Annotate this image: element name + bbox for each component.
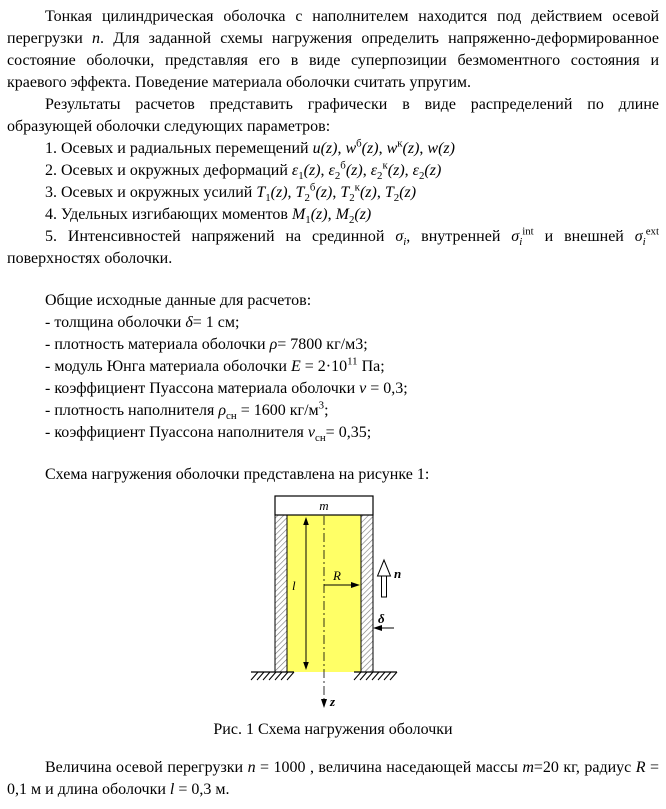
- paragraph-values: Величина осевой перегрузки n = 1000 , величина наседающей массы m=20 кг, радиус R = 0,1 м и длина оболочки l = 0,3 м.: [7, 759, 660, 798]
- figure-intro: Схема нагружения оболочки представлена на рисунке 1:: [45, 466, 430, 483]
- shell-wall-right: [361, 515, 373, 672]
- length-label: l: [292, 578, 296, 593]
- paragraph-results: Результаты расчетов представить графически в виде распределений по длине образующей оболочки следующих параметров:: [7, 96, 659, 135]
- list-item-stress-intensity: 5. Интенсивностей напряжений на срединной $\sigma_i$, внутренней $\sigma_i^{int}$ и внешней $\sigma_i^{ext}$ поверхностях оболочки.: [7, 225, 659, 267]
- list-item-moments: 4. Удельных изгибающих моментов $M_1(z)$, $M_2(z)$: [45, 206, 372, 227]
- overload-arrow-head: [378, 560, 391, 576]
- overload-arrow-shaft: [382, 576, 387, 597]
- axis-label: z: [330, 694, 336, 709]
- list-item-strains: 2. Осевых и окружных деформаций $\varepsilon_1(z)$, $\varepsilon_2^б(z)$, $\varepsilon_2^к(z)$, $\varepsilon_2(z)$: [45, 159, 442, 183]
- data-section-header: Общие исходные данные для расчетов:: [45, 292, 312, 309]
- data-item-poisson-filler: - коэффициент Пуассона наполнителя $\nu_{сн}= 0,35$;: [45, 424, 372, 445]
- ground-hatch-right: [354, 672, 397, 680]
- thickness-label: δ: [378, 611, 385, 626]
- list-item-forces: 3. Осевых и окружных усилий $T_1(z)$, $T_2^б(z)$, $T_2^к(z)$, $T_2(z)$: [45, 181, 417, 205]
- z-axis-arrowhead: [321, 699, 327, 708]
- mass-label: m: [319, 498, 329, 513]
- data-item-thickness: - толщина оболочки δ= 1 см;: [45, 314, 240, 331]
- paragraph-intro: Тонкая цилиндрическая оболочка с наполнителем находится под действием осевой перегрузки n. Для заданной схемы нагружения определить напряженно-деформированное состояние оболочки, представляя его в виде суперпозиции безмоментного состояния и краевого эффекта. Поведение материала оболочки считать упругим.: [7, 8, 660, 91]
- shell-wall-left: [275, 515, 287, 672]
- list-item-displacements: 1. Осевых и радиальных перемещений u(z), $w^б(z)$, $w^к(z)$, w(z): [45, 137, 455, 157]
- data-item-density: - плотность материала оболочки ρ= 7800 кг/м3;: [45, 336, 368, 353]
- figure-1: [7, 494, 659, 741]
- data-item-poisson-shell: - коэффициент Пуассона материала оболочки ν = 0,3;: [45, 380, 408, 397]
- figure-caption: Рис. 1 Схема нагружения оболочки: [213, 721, 453, 738]
- overload-label: n: [394, 566, 402, 581]
- data-item-young-modulus: - модуль Юнга материала оболочки $E = 2\cdot 10^{11}$ Па;: [45, 355, 385, 375]
- loading-scheme-diagram: [248, 494, 418, 712]
- data-item-filler-density: - плотность наполнителя $\rho_{сн} = 1600$ $кг/м^3$;: [45, 399, 329, 423]
- ground-hatch-left: [251, 672, 294, 680]
- radius-label: R: [333, 568, 341, 583]
